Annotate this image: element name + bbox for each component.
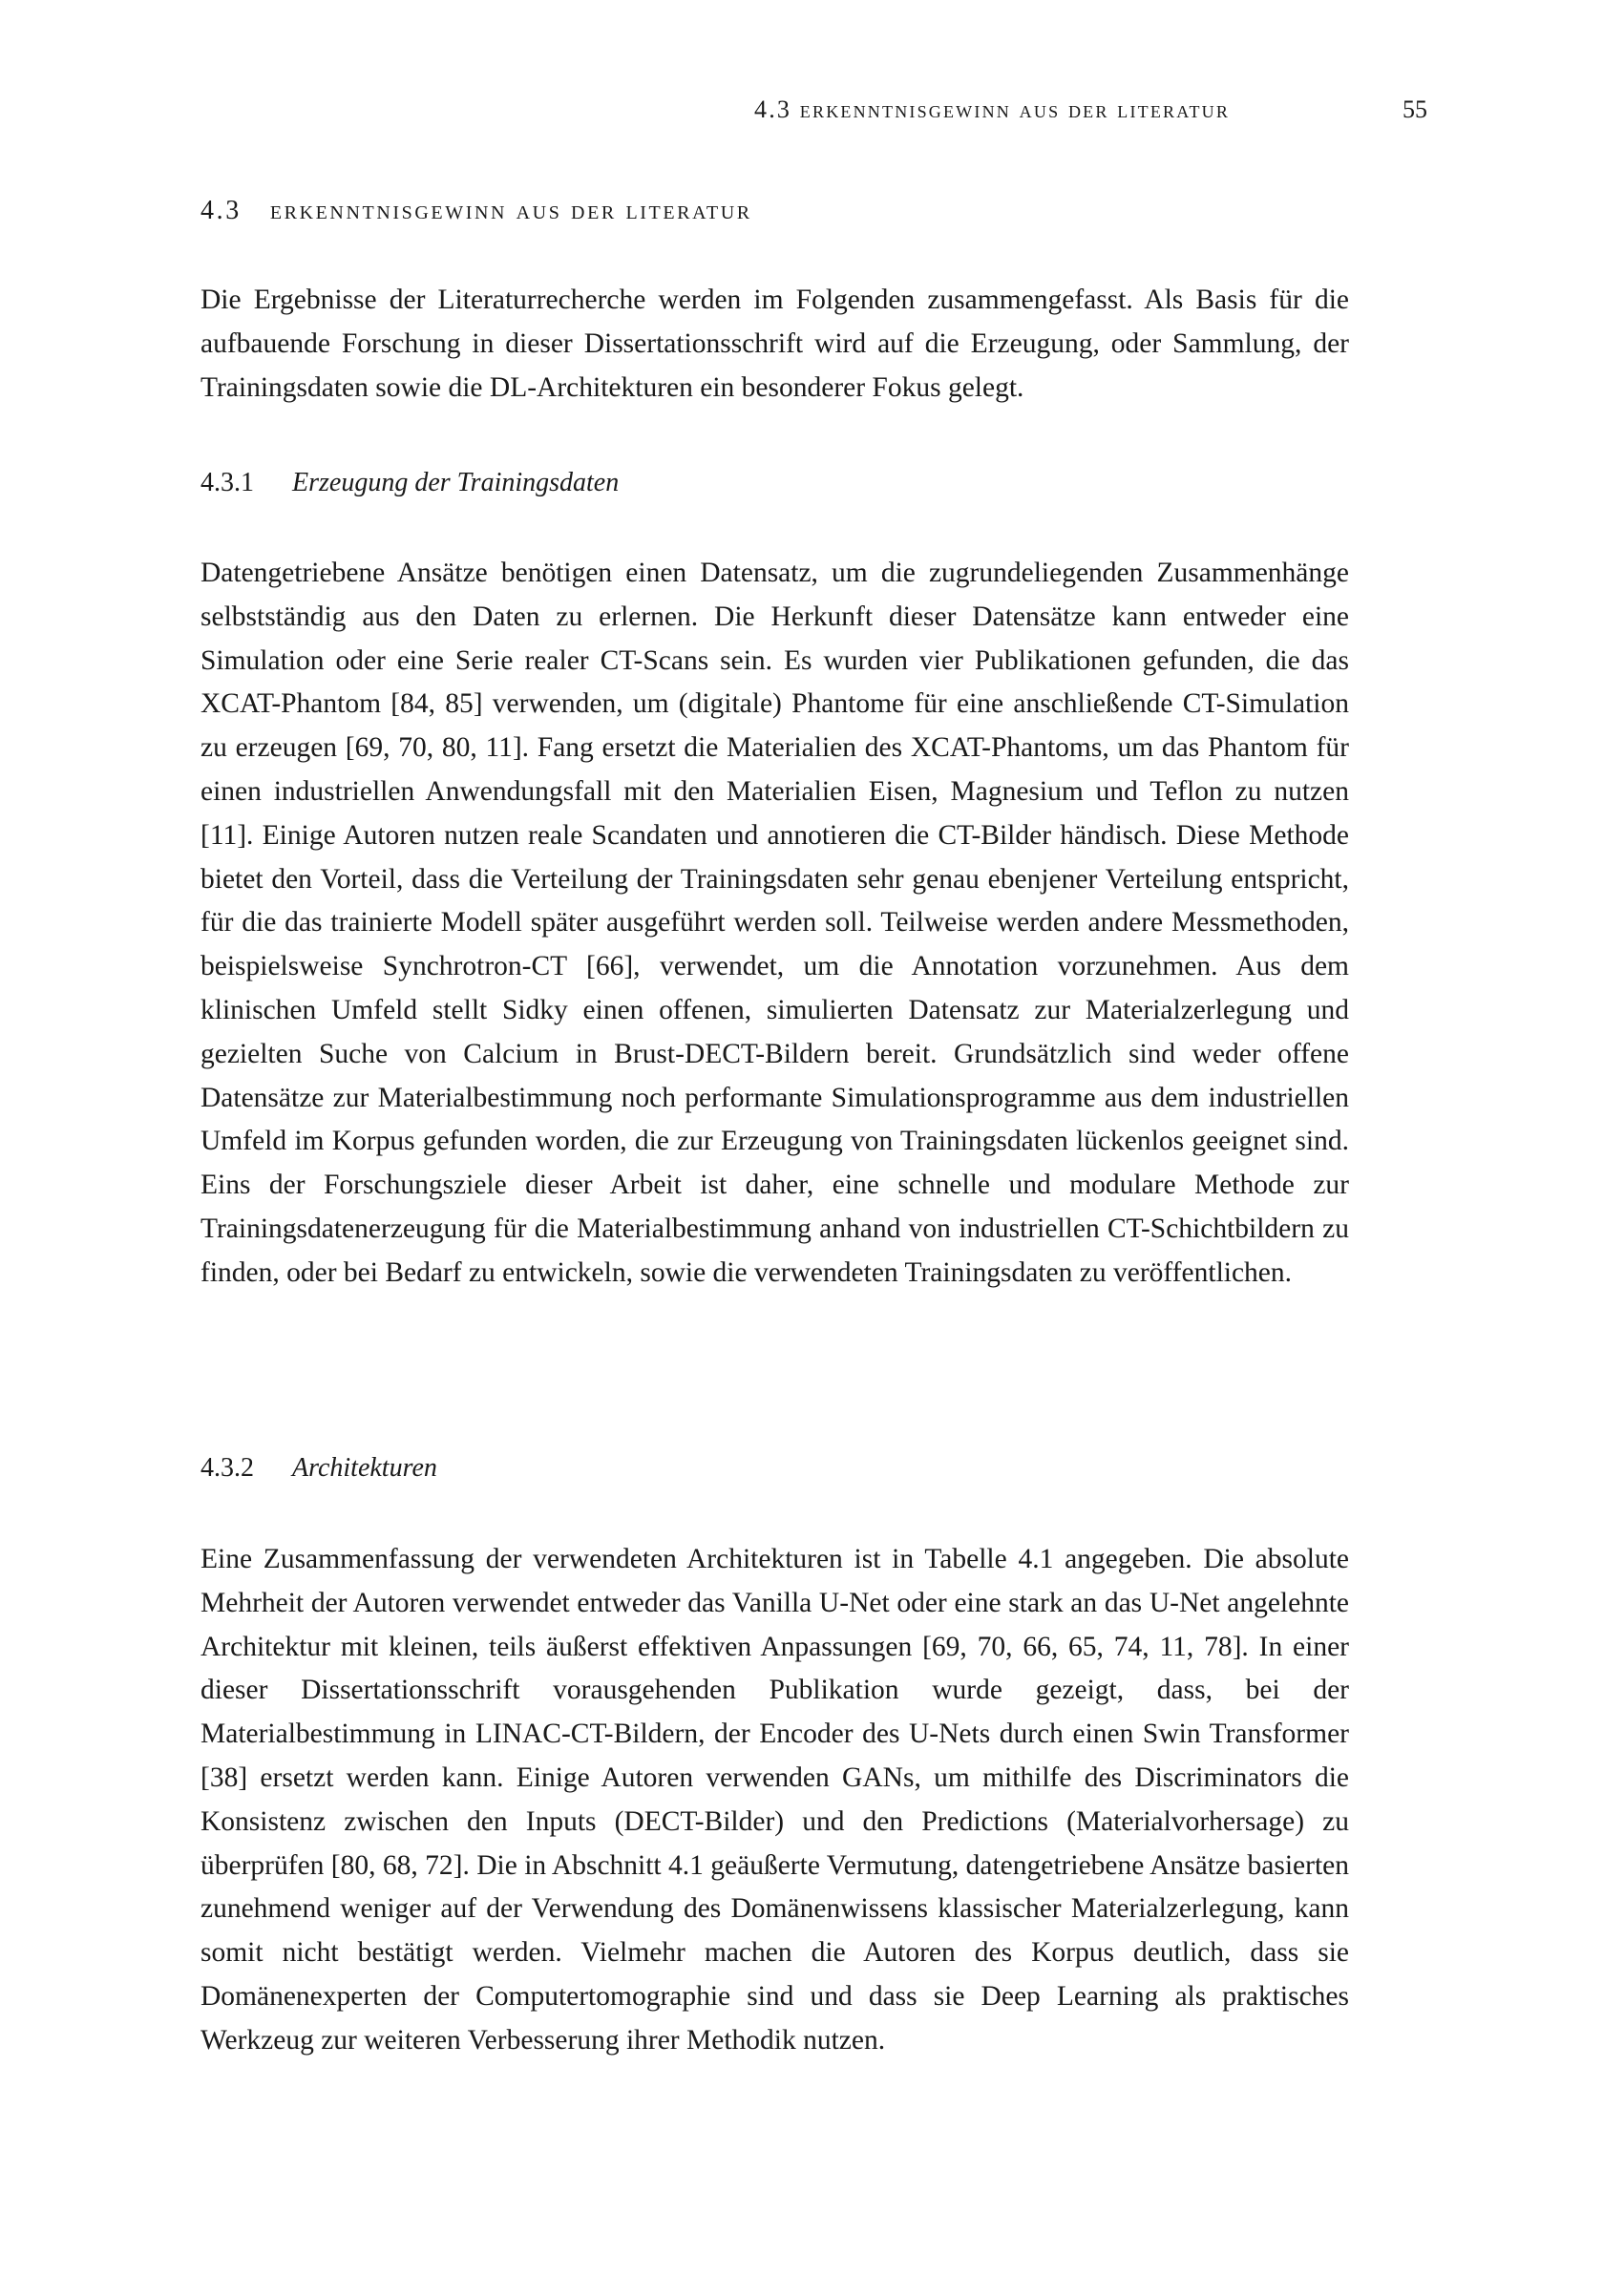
subsection-title: Architekturen xyxy=(292,1453,437,1483)
running-header-title: 4.3 erkenntnisgewinn aus der literatur xyxy=(754,95,1231,123)
subsection-heading-4-3-2 xyxy=(200,1453,437,1484)
section-number: 4.3 xyxy=(200,196,242,225)
section-heading xyxy=(200,196,752,226)
subsection-paragraph-4-3-2: Eine Zusammenfassung der verwendeten Architekturen ist in Tabelle 4.1 angegeben. Die absolute Mehrheit der Autoren verwendet entweder das Vanilla U-Net oder eine stark an das U-Net angelehnte Architektur mit kleinen, teils äußerst effektiven Anpassungen [69, 70, 66, 65, 74, 11, 78]. In einer dieser Dissertationsschrift vorausgehenden Publikation wurde gezeigt, dass, bei der Materialbestimmung in LINAC-CT-Bildern, der Encoder des U-Nets durch einen Swin Transformer [38] ersetzt werden kann. Einige Autoren verwenden GANs, um mithilfe des Discriminators die Konsistenz zwischen den Inputs (DECT-Bilder) und den Predictions (Materialvorhersage) zu überprüfen [80, 68, 72]. Die in Abschnitt 4.1 geäußerte Vermutung, datengetriebene Ansätze basierten zunehmend weniger auf der Verwendung des Domänenwissens klassischer Materialzerlegung, kann somit nicht bestätigt werden. Vielmehr machen die Autoren des Korpus deutlich, dass sie Domänenexperten der Computertomographie sind und dass sie Deep Learning als praktisches Werkzeug zur weiteren Verbesserung ihrer Methodik nutzen. xyxy=(200,1544,1349,2056)
subsection-number: 4.3.2 xyxy=(200,1453,254,1483)
subsection-title: Erzeugung der Trainingsdaten xyxy=(292,468,620,497)
intro-paragraph: Die Ergebnisse der Literaturrecherche werden im Folgenden zusammengefasst. Als Basis für die aufbauende Forschung in dieser Dissertationsschrift wird auf die Erzeugung, oder Sammlung, der Trainingsdaten sowie die DL-Architekturen ein besonderer Fokus gelegt. xyxy=(200,285,1349,403)
subsection-heading-4-3-1 xyxy=(200,468,619,498)
running-header xyxy=(754,95,1427,134)
subsection-paragraph-4-3-1: Datengetriebene Ansätze benötigen einen Datensatz, um die zugrundeliegenden Zusammenhänge selbstständig aus den Daten zu erlernen. Die Herkunft dieser Datensätze kann entweder eine Simulation oder eine Serie realer CT-Scans sein. Es wurden vier Publikationen gefunden, die das XCAT-Phantom [84, 85] verwenden, um (digitale) Phantome für eine anschließende CT-Simulation zu erzeugen [69, 70, 80, 11]. Fang ersetzt die Materialien des XCAT-Phantoms, um das Phantom für einen industriellen Anwendungsfall mit den Materialien Eisen, Magnesium und Teflon zu nutzen [11]. Einige Autoren nutzen reale Scandaten und annotieren die CT-Bilder händisch. Diese Methode bietet den Vorteil, dass die Verteilung der Trainingsdaten sehr genau ebenjener Verteilung entspricht, für die das trainierte Modell später ausgeführt werden soll. Teilweise werden andere Messmethoden, beispielsweise Synchrotron-CT [66], verwendet, um die Annotation vorzunehmen. Aus dem klinischen Umfeld stellt Sidky einen offenen, simulierten Datensatz zur Materialzerlegung und gezielten Suche von Calcium in Brust-DECT-Bildern bereit. Grundsätzlich sind weder offene Datensätze zur Materialbestimmung noch performante Simulationsprogramme aus dem industriellen Umfeld im Korpus gefunden worden, die zur Erzeugung von Trainingsdaten lückenlos geeignet sind. Eins der Forschungsziele dieser Arbeit ist daher, eine schnelle und modulare Methode zur Trainingsdatenerzeugung für die Materialbestimmung anhand von industriellen CT-Schichtbildern zu finden, oder bei Bedarf zu entwickeln, sowie die verwendeten Trainingsdaten zu veröffentlichen. xyxy=(200,558,1349,1288)
section-title: erkenntnisgewinn aus der literatur xyxy=(269,196,752,225)
page-number: 55 xyxy=(1403,95,1427,123)
subsection-number: 4.3.1 xyxy=(200,468,254,497)
